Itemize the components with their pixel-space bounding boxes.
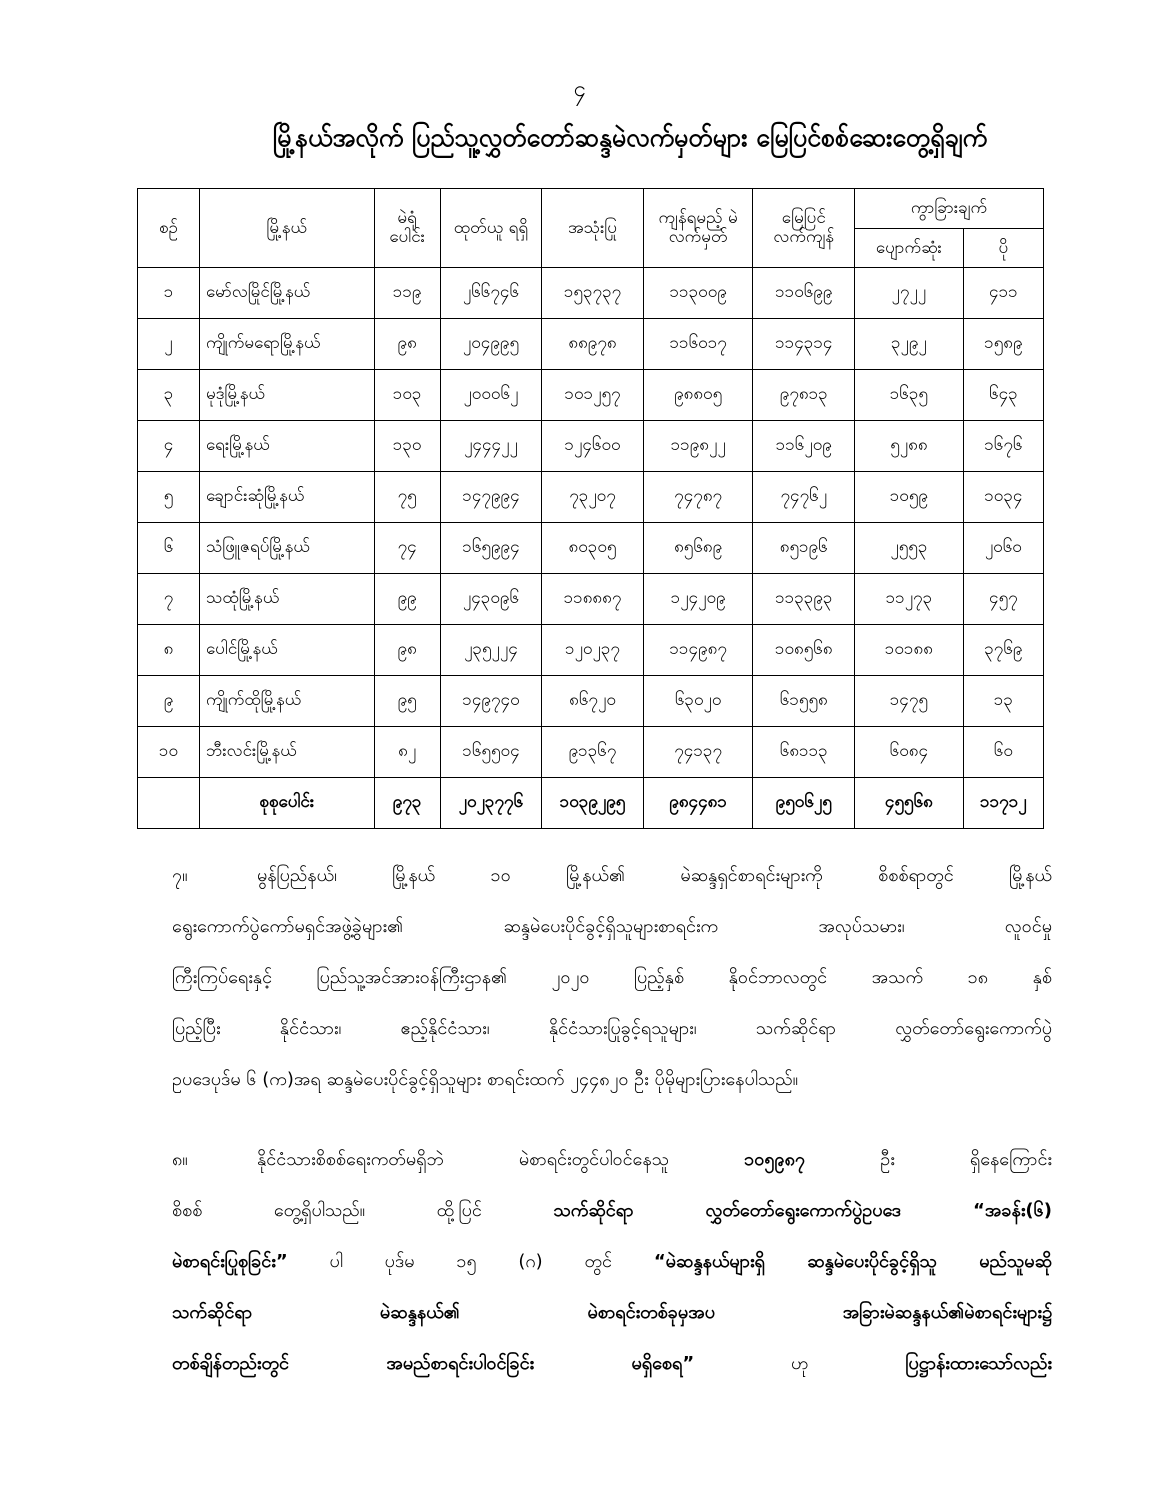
cell-used: ၉၁၃၆၇ [542, 727, 644, 778]
cell-issued: ၂၀၄၉၉၅ [440, 319, 542, 370]
cell-remaining: ၁၁၉၈၂၂ [643, 421, 753, 472]
cell-excess: ၁၀၃၄ [963, 472, 1043, 523]
law-quote: “မဲဆန္ဒနယ်များရှိ ဆန္ဒမဲပေးပိုင်ခွင့်ရှိသူ မည်သူမဆို [653, 1251, 1052, 1272]
cell-township: ကျိုက်ထိုမြို့နယ် [199, 676, 374, 727]
cell-ground: ၉၇၈၁၃ [753, 370, 855, 421]
paragraph-line: ဥပဒေပုဒ်မ ၆ (က)အရ ဆန္ဒမဲပေးပိုင်ခွင့်ရှိသူများ စာရင်းထက် ၂၄၄၈၂၀ ဦး ပိုမိုများပြားနေပါသည်။ [172, 1069, 799, 1090]
cell-remaining: ၇၄၇၈၇ [643, 472, 753, 523]
cell-ground: ၁၁၆၂၀၉ [753, 421, 855, 472]
cell-township: ကျိုက်မရောမြို့နယ် [199, 319, 374, 370]
cell-issued: ၂၆၆၇၄၆ [440, 268, 542, 319]
cell-ground: ၁၁၀၆၉၉ [753, 268, 855, 319]
cell-stations: ၇၄ [374, 523, 440, 574]
law-reference: မဲစာရင်းပြုစုခြင်း” [172, 1251, 288, 1272]
header-township: မြို့နယ် [199, 189, 374, 268]
page-number: ၄ [573, 77, 586, 102]
cell-issued: ၂၃၅၂၂၄ [440, 625, 542, 676]
paragraph-text: စိစစ် တွေ့ရှိပါသည်။ ထို့ပြင် [172, 1200, 482, 1221]
paragraph-number: ၈။ [172, 1149, 188, 1170]
paragraph-line [172, 1236, 1052, 1287]
header-ground: မြေပြင် လက်ကျန် [753, 189, 855, 268]
cell-excess: ၆၀ [963, 727, 1043, 778]
cell-stations: ၉၈ [374, 625, 440, 676]
cell-stations: ၁၀၃ [374, 370, 440, 421]
cell-ground: ၆၁၅၅၈ [753, 676, 855, 727]
cell-excess: ၁၆၇၆ [963, 421, 1043, 472]
cell-ground: ၇၄၇၆၂ [753, 472, 855, 523]
cell-missing: ၅၂၈၈ [855, 421, 964, 472]
cell-used: ၁၅၃၇၃၇ [542, 268, 644, 319]
header-difference: ကွာခြားချက် [855, 189, 1044, 229]
table-row [138, 319, 1044, 370]
header-issued: ထုတ်ယူ ရရှိ [440, 189, 542, 268]
cell-ground: ၁၁၃၃၉၃ [753, 574, 855, 625]
cell-excess: ၆၄၃ [963, 370, 1043, 421]
cell-missing: ၁၀၅၉ [855, 472, 964, 523]
cell-serial: ၂ [138, 319, 200, 370]
table-row [138, 727, 1044, 778]
paragraph-line: ပြည့်ပြီး နိုင်ငံသား၊ ဧည့်နိုင်ငံသား၊ နိုင်ငံသားပြုခွင့်ရသူများ၊ သက်ဆိုင်ရာ လွှတ်တော်ရွေးကောက်ပွဲ [172, 1018, 1052, 1039]
cell-township: သထုံမြို့နယ် [199, 574, 374, 625]
table-row [138, 268, 1044, 319]
paragraph-line [172, 850, 1052, 901]
cell-serial: ၅ [138, 472, 200, 523]
table-row [138, 421, 1044, 472]
cell-township: ဘီးလင်းမြို့နယ် [199, 727, 374, 778]
cell-used: ၁၂၄၆၀၀ [542, 421, 644, 472]
cell-ground: ၁၁၄၃၁၄ [753, 319, 855, 370]
cell-excess: ၄၅၇ [963, 574, 1043, 625]
paragraph-text: ပါ ပုဒ်မ ၁၅ (ဂ) တွင် [329, 1251, 613, 1272]
paragraph-line [172, 1338, 1052, 1389]
cell-missing: ၃၂၉၂ [855, 319, 964, 370]
cell-township: မုဒုံမြို့နယ် [199, 370, 374, 421]
header-stations: မဲရုံ ပေါင်း [374, 189, 440, 268]
cell-used: ၇၃၂၀၇ [542, 472, 644, 523]
cell-remaining: ၆၃၀၂၀ [643, 676, 753, 727]
cell-excess: ၁၃ [963, 676, 1043, 727]
table-row [138, 472, 1044, 523]
paragraph-text: နိုင်ငံသားစိစစ်ရေးကတ်မရှိဘဲ မဲစာရင်းတွင်ပါဝင်နေသူ [257, 1149, 670, 1170]
cell-missing: ၂၇၂၂ [855, 268, 964, 319]
cell-remaining: ၁၁၄၉၈၇ [643, 625, 753, 676]
cell-remaining: ၁၁၃၀၀၉ [643, 268, 753, 319]
cell-missing: ၁၀၁၈၈ [855, 625, 964, 676]
cell-used: ၈၈၉၇၈ [542, 319, 644, 370]
paragraph-8 [172, 1134, 1052, 1389]
cell-missing: ၆၀၈၄ [855, 727, 964, 778]
cell-issued: ၂၄၃၀၉၆ [440, 574, 542, 625]
cell-stations: ၈၂ [374, 727, 440, 778]
header-remaining: ကျန်ရမည့် မဲလက်မှတ် [643, 189, 753, 268]
cell-serial: ၇ [138, 574, 200, 625]
table-row [138, 625, 1044, 676]
cell-township: သံဖြူဇရပ်မြို့နယ် [199, 523, 374, 574]
ballot-inspection-table [137, 188, 1044, 829]
cell-remaining: ၇၄၁၃၇ [643, 727, 753, 778]
paragraph-line [172, 1134, 1052, 1185]
header-excess: ပို [963, 229, 1043, 268]
cell-used: ၁၁၈၈၈၇ [542, 574, 644, 625]
cell-remaining: ၉၈၈၀၅ [643, 370, 753, 421]
paragraph-text: မွန်ပြည်နယ်၊ မြို့နယ် ၁၀ မြို့နယ်၏ မဲဆန္ဒရှင်စာရင်းများကို စိစစ်ရာတွင် မြို့နယ် [257, 865, 1052, 886]
law-quote: သက်ဆိုင်ရာ မဲဆန္ဒနယ်၏ မဲစာရင်းတစ်ခုမှအပ အခြားမဲဆန္ဒနယ်၏မဲစာရင်းများ၌ [172, 1302, 1052, 1323]
cell-serial: ၁၀ [138, 727, 200, 778]
cell-serial: ၈ [138, 625, 200, 676]
cell-used: ၁၀၁၂၅၇ [542, 370, 644, 421]
cell-stations: ၉၇၃ [374, 778, 440, 829]
cell-missing: ၁၄၇၅ [855, 676, 964, 727]
cell-issued: ၁၆၅၉၉၄ [440, 523, 542, 574]
law-quote: တစ်ချိန်တည်းတွင် အမည်စာရင်းပါဝင်ခြင်း မရှိစေရ” [172, 1353, 695, 1374]
cell-stations: ၁၁၉ [374, 268, 440, 319]
cell-township: ပေါင်မြို့နယ် [199, 625, 374, 676]
highlight-count: ၁၀၅၉၈၇ [744, 1149, 806, 1170]
cell-ground: ၁၀၈၅၆၈ [753, 625, 855, 676]
cell-remaining: ၉၈၄၄၈၁ [643, 778, 753, 829]
cell-issued: ၂၀၂၃၇၇၆ [440, 778, 542, 829]
cell-missing: ၁၆၃၅ [855, 370, 964, 421]
header-missing: ပျောက်ဆုံး [855, 229, 964, 268]
paragraph-line: ကြီးကြပ်ရေးနှင့် ပြည်သူ့အင်အားဝန်ကြီးဌာန၏ ၂၀၂၀ ပြည့်နှစ် နိုဝင်ဘာလတွင် အသက် ၁၈ နှစ် [172, 967, 1052, 988]
header-used: အသုံးပြု [542, 189, 644, 268]
table-row [138, 523, 1044, 574]
cell-excess: ၂၀၆၀ [963, 523, 1043, 574]
cell-serial: ၆ [138, 523, 200, 574]
cell-total-label: စုစုပေါင်း [199, 778, 374, 829]
paragraph-line [172, 1287, 1052, 1338]
cell-issued: ၁၆၅၅၀၄ [440, 727, 542, 778]
cell-used: ၁၂၀၂၃၇ [542, 625, 644, 676]
cell-used: ၁၀၃၉၂၉၅ [542, 778, 644, 829]
table-row [138, 676, 1044, 727]
cell-serial [138, 778, 200, 829]
cell-serial: ၄ [138, 421, 200, 472]
law-quote: ပြဋ္ဌာန်းထားသော်လည်း [905, 1353, 1052, 1374]
cell-excess: ၃၇၆၉ [963, 625, 1043, 676]
cell-serial: ၁ [138, 268, 200, 319]
cell-stations: ၉၈ [374, 319, 440, 370]
cell-excess: ၁၅၈၉ [963, 319, 1043, 370]
cell-remaining: ၁၁၆၀၁၇ [643, 319, 753, 370]
cell-serial: ၃ [138, 370, 200, 421]
paragraph-7 [172, 850, 1052, 1105]
paragraph-line [172, 1185, 1052, 1236]
table-row [138, 574, 1044, 625]
paragraph-line: ရွေးကောက်ပွဲကော်မရှင်အဖွဲ့ခွဲများ၏ ဆန္ဒမဲပေးပိုင်ခွင့်ရှိသူများစာရင်းက အလုပ်သမား၊ လူဝင်မှု [172, 916, 1052, 937]
cell-stations: ၇၅ [374, 472, 440, 523]
cell-stations: ၉၅ [374, 676, 440, 727]
cell-remaining: ၁၂၄၂၀၉ [643, 574, 753, 625]
page-title: မြို့နယ်အလိုက် ပြည်သူ့လွှတ်တော်ဆန္ဒမဲလက်မှတ်များ မြေပြင်စစ်ဆေးတွေ့ရှိချက် [272, 123, 988, 152]
cell-used: ၈၀၃၀၅ [542, 523, 644, 574]
header-serial: စဉ် [138, 189, 200, 268]
paragraph-text: ဦး ရှိနေကြောင်း [880, 1149, 1052, 1170]
cell-missing: ၄၅၅၆၈ [855, 778, 964, 829]
cell-township: ချောင်းဆုံမြို့နယ် [199, 472, 374, 523]
law-reference: သက်ဆိုင်ရာ လွှတ်တော်ရွေးကောက်ပွဲဥပဒေ “အခန်း(၆) [553, 1200, 1052, 1221]
cell-issued: ၂၄၄၄၂၂ [440, 421, 542, 472]
cell-ground: ၉၅၀၆၂၅ [753, 778, 855, 829]
cell-ground: ၈၅၁၉၆ [753, 523, 855, 574]
cell-serial: ၉ [138, 676, 200, 727]
paragraph-number: ၇။ [172, 865, 188, 886]
cell-excess: ၁၁၇၁၂ [963, 778, 1043, 829]
cell-remaining: ၈၅၆၈၉ [643, 523, 753, 574]
cell-stations: ၉၉ [374, 574, 440, 625]
total-row [138, 778, 1044, 829]
cell-issued: ၂၀၀၀၆၂ [440, 370, 542, 421]
cell-township: ရေးမြို့နယ် [199, 421, 374, 472]
cell-township: မော်လမြိုင်မြို့နယ် [199, 268, 374, 319]
cell-issued: ၁၄၇၉၉၄ [440, 472, 542, 523]
cell-ground: ၆၈၁၁၃ [753, 727, 855, 778]
table-row [138, 370, 1044, 421]
cell-stations: ၁၃၀ [374, 421, 440, 472]
cell-missing: ၁၁၂၇၃ [855, 574, 964, 625]
cell-excess: ၄၁၁ [963, 268, 1043, 319]
cell-issued: ၁၄၉၇၄၀ [440, 676, 542, 727]
cell-missing: ၂၅၅၃ [855, 523, 964, 574]
cell-used: ၈၆၇၂၀ [542, 676, 644, 727]
paragraph-text: ဟု [791, 1353, 809, 1374]
